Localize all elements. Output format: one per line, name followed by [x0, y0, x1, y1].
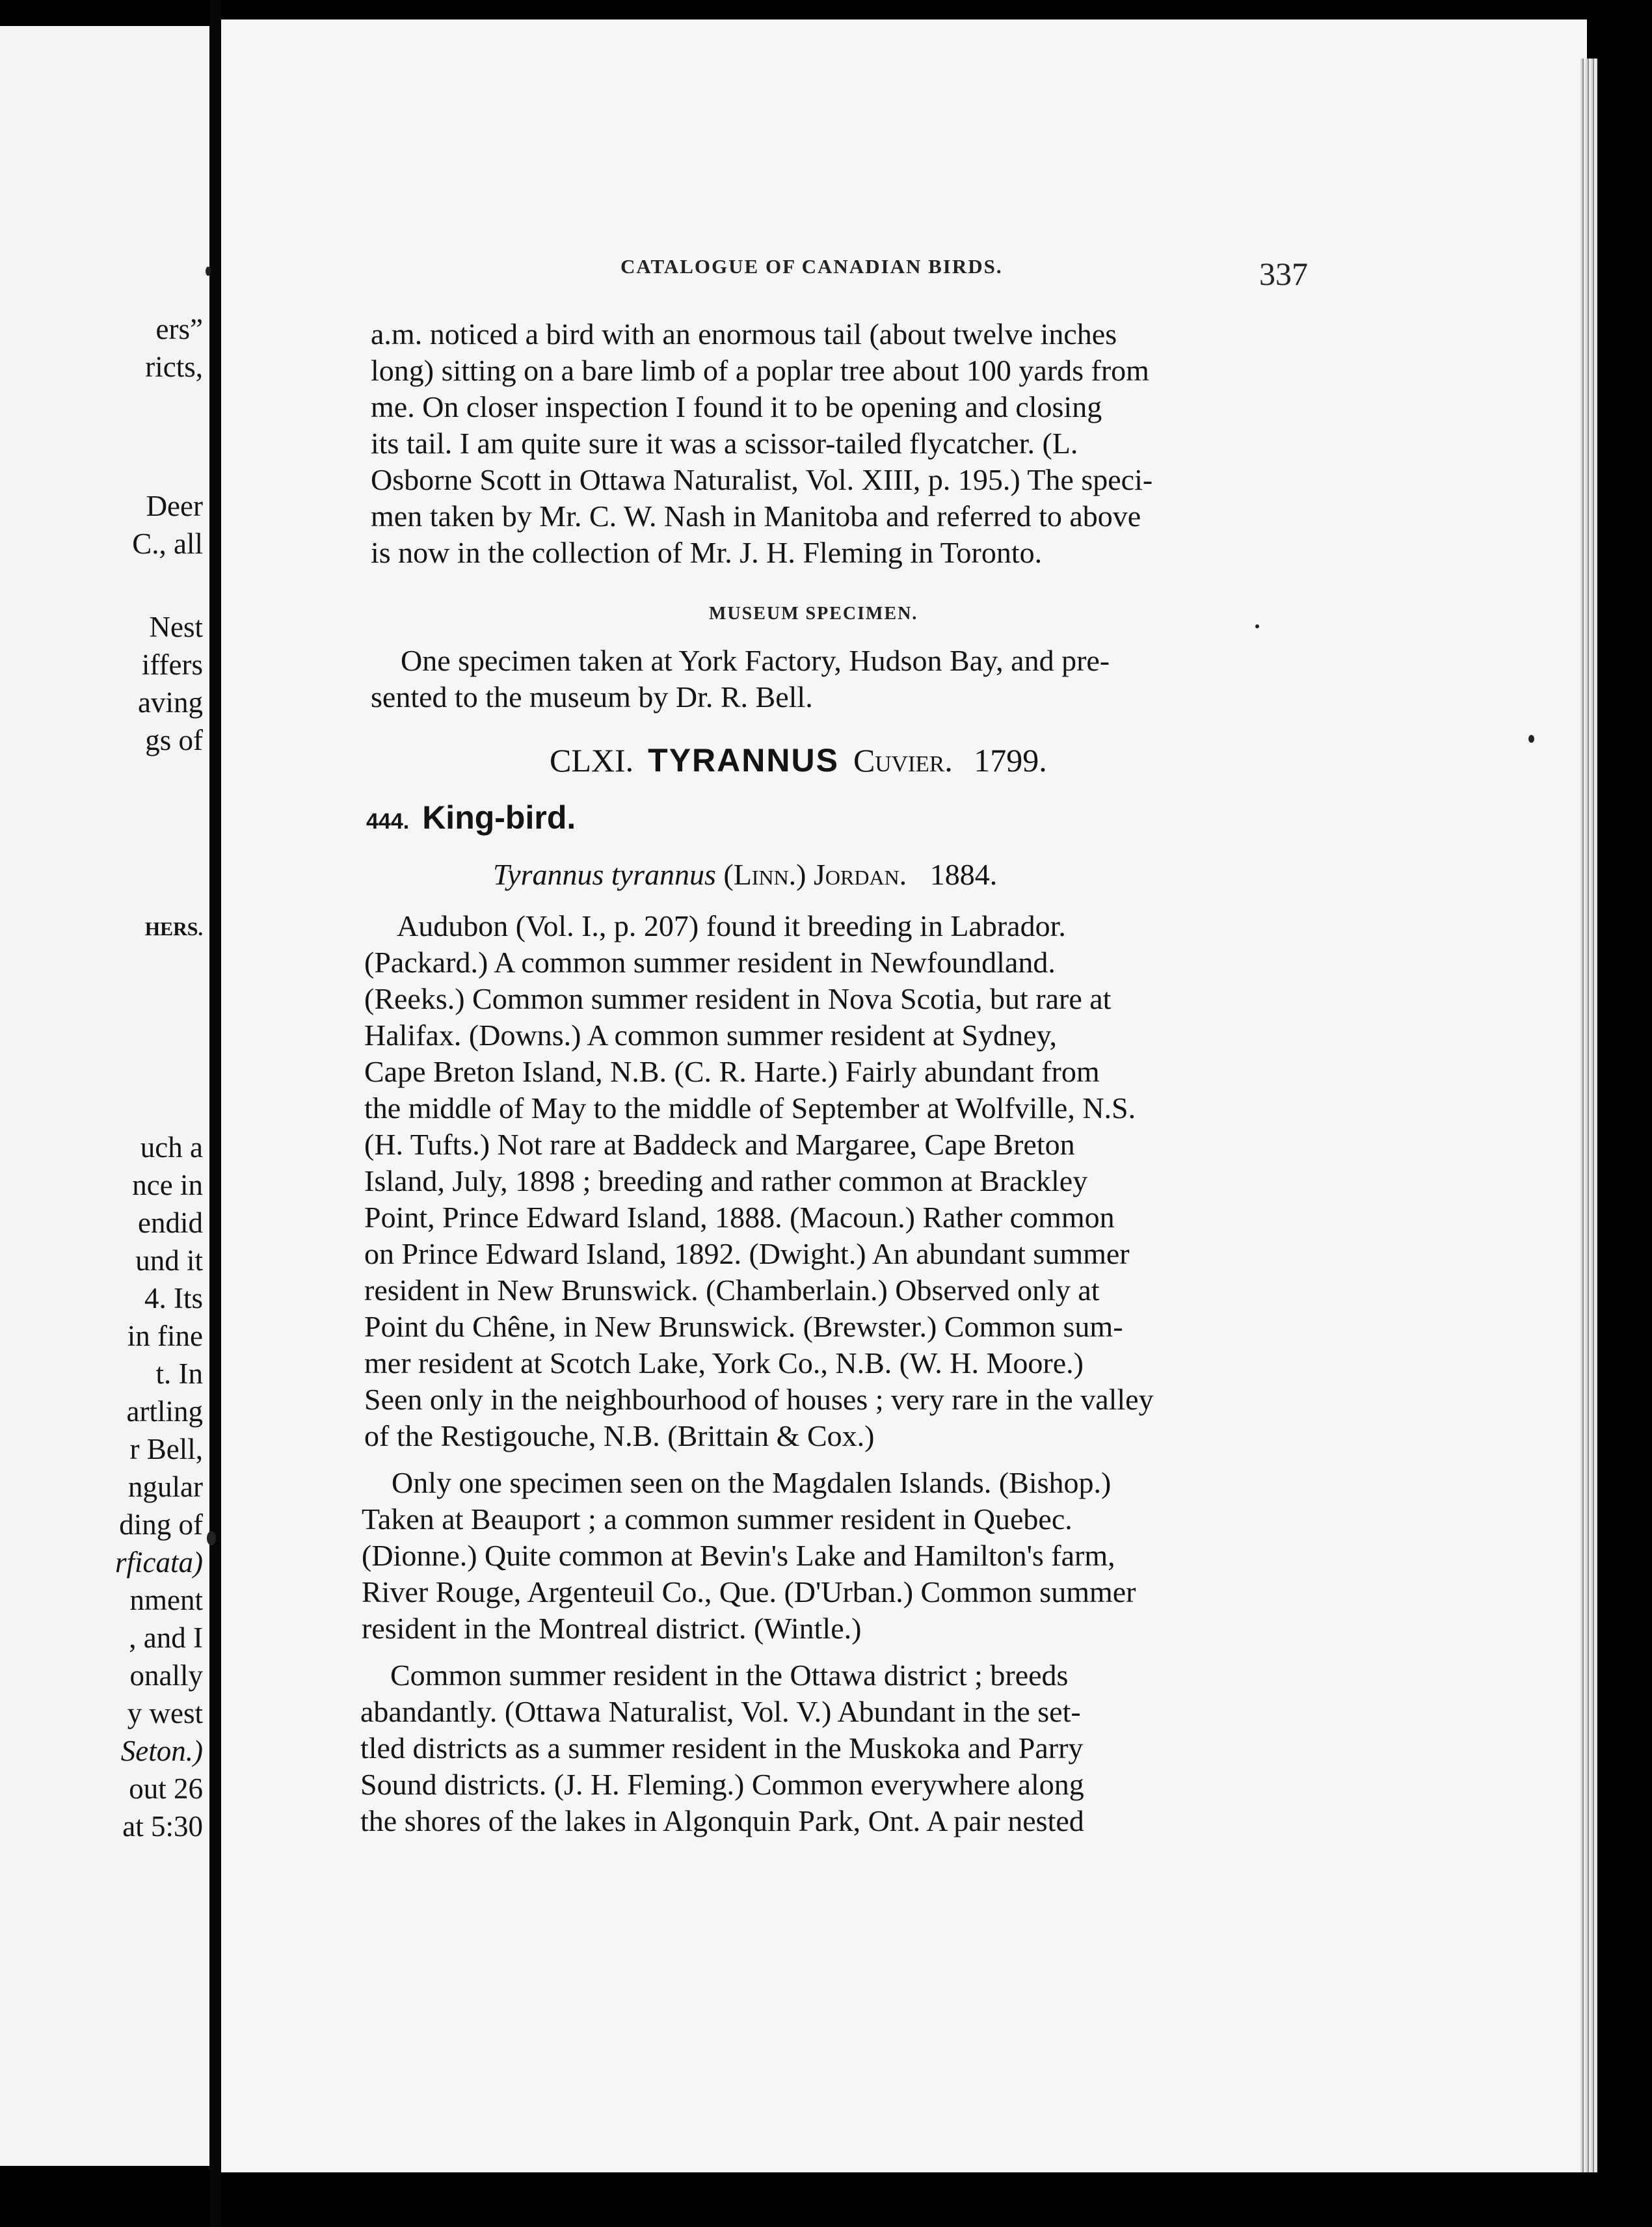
fragment-line: r Bell,	[129, 1433, 203, 1465]
fragment-line: iffers	[141, 648, 203, 681]
fragment-line: artling	[126, 1395, 203, 1428]
fragment-line: uch a	[140, 1131, 203, 1164]
text-line: Taken at Beauport ; a common summer resident in Quebec.	[362, 1502, 1072, 1536]
binding-mark	[207, 1531, 216, 1545]
book-gutter	[209, 0, 221, 2227]
species-heading	[366, 799, 576, 836]
binding-mark	[206, 267, 211, 276]
fragment-line: gs of	[145, 724, 203, 756]
fragment-line: onally	[129, 1659, 203, 1692]
fragment-line: rficata)	[115, 1546, 203, 1579]
scientific-author: (Linn.) Jordan.	[723, 858, 907, 891]
text-line: River Rouge, Argenteuil Co., Que. (D'Urban.) Common summer	[362, 1575, 1136, 1608]
text-line: abandantly. (Ottawa Naturalist, Vol. V.) Abundant in the set-	[360, 1695, 1081, 1728]
fragment-line: in fine	[127, 1320, 203, 1352]
species-number: 444.	[366, 809, 410, 834]
scientific-name: Tyrannus tyrannus	[493, 858, 716, 891]
museum-specimen-heading: MUSEUM SPECIMEN.	[709, 604, 918, 624]
fragment-line: out 26	[129, 1772, 203, 1805]
fragment-line: ding of	[119, 1508, 203, 1541]
text-line: Common summer resident in the Ottawa district ; breeds	[390, 1659, 1069, 1692]
text-line: Halifax. (Downs.) A common summer resident at Sydney,	[364, 1019, 1058, 1052]
fragment-line: nment	[129, 1584, 203, 1616]
fragment-line: ers”	[155, 313, 203, 345]
text-line: (Dionne.) Quite common at Bevin's Lake and Hamilton's farm,	[362, 1539, 1115, 1572]
text-line: (Packard.) A common summer resident in Newfoundland.	[364, 946, 1056, 979]
text-line: (Reeks.) Common summer resident in Nova Scotia, but rare at	[364, 982, 1112, 1015]
text-line: long) sitting on a bare limb of a poplar tree about 100 yards from	[371, 354, 1149, 387]
genus-author: Cuvier.	[853, 742, 953, 779]
text-line: mer resident at Scotch Lake, York Co., N.B. (W. H. Moore.)	[364, 1346, 1084, 1380]
fragment-line: ricts,	[145, 351, 203, 383]
genus-numeral: CLXI.	[550, 742, 634, 779]
species-common-name: King-bird.	[422, 799, 576, 836]
text-line: Only one specimen seen on the Magdalen Islands. (Bishop.)	[392, 1466, 1112, 1499]
text-line: its tail. I am quite sure it was a scissor-tailed flycatcher. (L.	[371, 427, 1078, 460]
fragment-line: nce in	[132, 1169, 203, 1201]
text-line: men taken by Mr. C. W. Nash in Manitoba and referred to above	[371, 500, 1141, 533]
text-line: sented to the museum by Dr. R. Bell.	[371, 680, 813, 713]
text-line: Cape Breton Island, N.B. (C. R. Harte.) Fairly abundant from	[364, 1055, 1100, 1088]
fragment-line: 4. Its	[144, 1282, 203, 1314]
text-line: resident in New Brunswick. (Chamberlain.) Observed only at	[364, 1274, 1100, 1307]
text-line: is now in the collection of Mr. J. H. Fleming in Toronto.	[371, 536, 1043, 569]
text-line: (H. Tufts.) Not rare at Baddeck and Margaree, Cape Breton	[364, 1128, 1075, 1161]
text-line: the shores of the lakes in Algonquin Park, Ont. A pair nested	[360, 1804, 1084, 1837]
fragment-heading: HERS.	[144, 918, 203, 940]
fragment-line: t. In	[155, 1357, 203, 1390]
page-number: 337	[1259, 256, 1308, 292]
running-head: CATALOGUE OF CANADIAN BIRDS.	[620, 255, 1003, 278]
fragment-line: endid	[138, 1207, 203, 1239]
text-line: on Prince Edward Island, 1892. (Dwight.) An abundant summer	[364, 1237, 1130, 1270]
fragment-line: ngular	[128, 1471, 203, 1503]
text-line: of the Restigouche, N.B. (Brittain & Cox.)	[364, 1419, 875, 1452]
fragment-line: Seton.)	[120, 1735, 203, 1767]
text-line: a.m. noticed a bird with an enormous tail (about twelve inches	[371, 317, 1117, 351]
fragment-line: aving	[138, 686, 203, 719]
fragment-line: Deer	[146, 490, 203, 522]
text-line: Point du Chêne, in New Brunswick. (Brewster.) Common sum-	[364, 1310, 1123, 1343]
text-line: tled districts as a summer resident in the Muskoka and Parry	[360, 1731, 1084, 1765]
fragment-line: Nest	[149, 611, 203, 643]
page-edge	[1580, 59, 1597, 2172]
text-line: Island, July, 1898 ; breeding and rather common at Brackley	[364, 1164, 1088, 1197]
genus-year: 1799.	[974, 742, 1047, 779]
text-line: resident in the Montreal district. (Wintle.)	[362, 1612, 862, 1645]
genus-name: TYRANNUS	[648, 742, 839, 779]
fragment-line: , and I	[129, 1621, 203, 1654]
scientific-year: 1884.	[929, 858, 998, 891]
print-speck	[1528, 735, 1534, 743]
fragment-line: C., all	[132, 527, 203, 560]
text-line: Osborne Scott in Ottawa Naturalist, Vol. XIII, p. 195.) The speci-	[371, 463, 1153, 496]
text-line: the middle of May to the middle of September at Wolfville, N.S.	[364, 1091, 1136, 1125]
print-speck	[1255, 624, 1259, 628]
scientific-name-line	[493, 857, 997, 892]
text-line: Seen only in the neighbourhood of houses ; very rare in the valley	[364, 1383, 1154, 1416]
genus-heading	[550, 741, 1047, 779]
text-line: Sound districts. (J. H. Fleming.) Common everywhere along	[360, 1768, 1084, 1801]
facing-page-fragment	[0, 26, 209, 2166]
fragment-line: und it	[135, 1244, 203, 1277]
text-line: me. On closer inspection I found it to be opening and closing	[371, 390, 1102, 423]
fragment-line: at 5:30	[122, 1810, 203, 1843]
text-line: One specimen taken at York Factory, Hudson Bay, and pre-	[401, 644, 1110, 677]
fragment-line: y west	[127, 1697, 203, 1729]
text-line: Point, Prince Edward Island, 1888. (Macoun.) Rather common	[364, 1201, 1115, 1234]
text-line: Audubon (Vol. I., p. 207) found it breeding in Labrador.	[397, 909, 1066, 942]
